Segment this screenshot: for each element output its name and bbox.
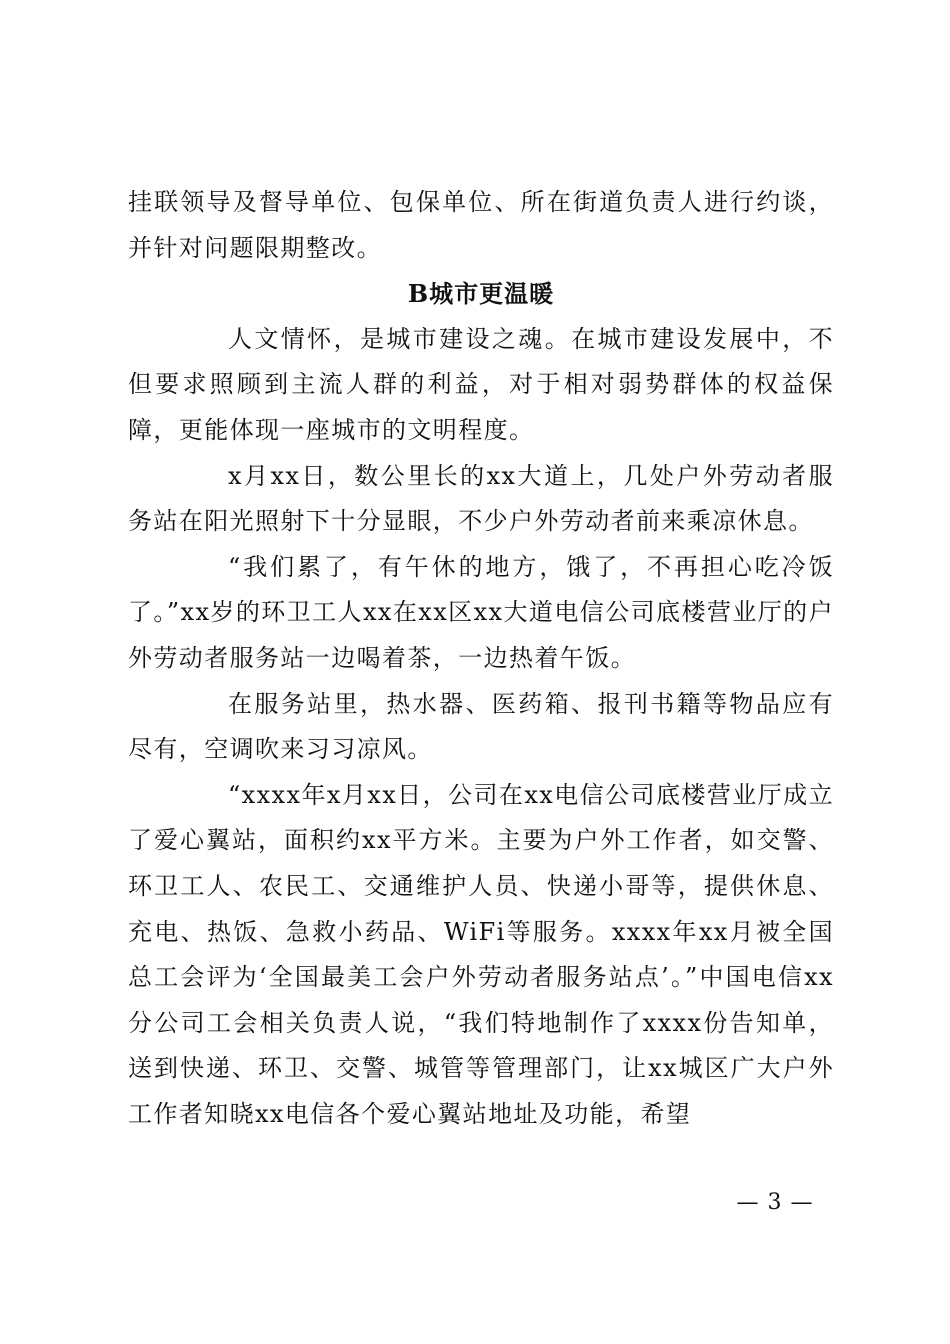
paragraph: x月xx日，数公里长的xx大道上，几处户外劳动者服务站在阳光照射下十分显眼，不少户外劳动者前来乘凉休息。 [128,461,834,536]
paragraph: 在服务站里，热水器、医药箱、报刊书籍等物品应有尽有，空调吹来习习凉风。 [128,689,834,764]
document-body [128,180,834,1137]
paragraph-continuation: 挂联领导及督导单位、包保单位、所在街道负责人进行约谈，并针对问题限期整改。 [128,188,834,262]
paragraph: 人文情怀，是城市建设之魂。在城市建设发展中，不但要求照顾到主流人群的利益，对于相对弱势群体的权益保障，更能体现一座城市的文明程度。 [128,324,834,444]
paragraph: “我们累了，有午休的地方，饿了，不再担心吃冷饭了。”xx岁的环卫工人xx在xx区xx大道电信公司底楼营业厅的户外劳动者服务站一边喝着茶，一边热着午饭。 [128,552,834,672]
page-number: — 3 — [736,1190,814,1215]
section-heading: B城市更温暖 [407,279,555,309]
paragraph: “xxxx年x月xx日，公司在xx电信公司底楼营业厅成立了爱心翼站，面积约xx平方米。主要为户外工作者，如交警、环卫工人、农民工、交通维护人员、快递小哥等，提供休息、充电、热饭、急救小药品、WiFi等服务。xxxx年xx月被全国总工会评为‘全国最美工会户外劳动者服务站点’。”中国电信xx分公司工会相关负责人说，“我们特地制作了xxxx份告知单，送到快递、环卫、交警、城管等管理部门，让xx城区广大户外工作者知晓xx电信各个爱心翼站地址及功能，希望 [128,780,834,1128]
